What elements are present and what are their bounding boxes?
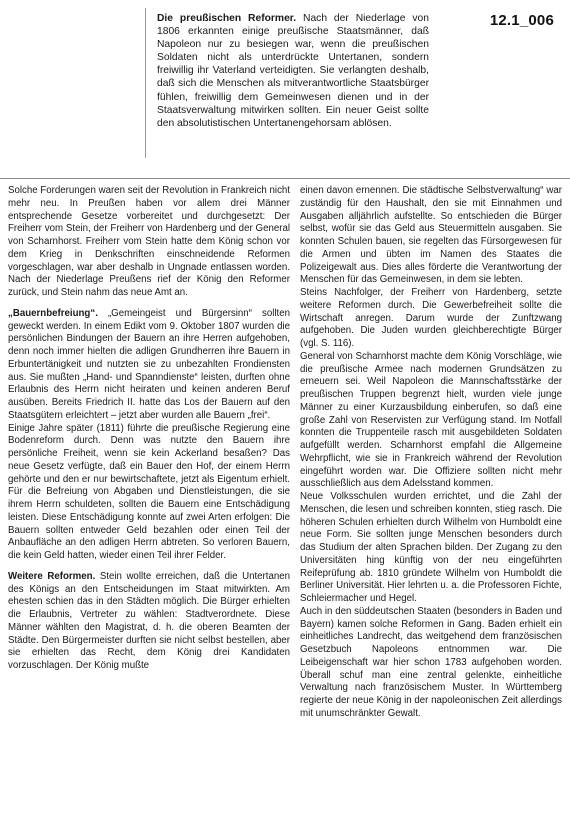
paragraph: General von Scharnhorst machte dem König Vorschläge, wie die preußische Armee nach modernen Grundsätzen zu erneuern sei. Weil Napoleon die Mannschaftsstärke der preußischen Truppen begrenzt hielt, wurden viele junge Männer zu einer Kurzausbildung einberufen, so daß eine große Zahl von Reservisten zur Verfügung stand. Im Notfall konnten die Truppenteile rasch mit ausgebildeten Soldaten aufgefüllt werden. Scharnhorst empfahl die Allgemeine Wehrpflicht, wie sie in Frankreich während der Revolution eingeführt worden war. Die Offiziere sollten nicht mehr ausschließlich aus dem Adelsstand kommen. — [300, 350, 562, 490]
paragraph: Auch in den süddeutschen Staaten (besonders in Baden und Bayern) kamen solche Reformen in Gang. Baden erhielt ein einheitliches Landrecht, das weitgehend dem französischen Gesetzbuch Napoleons entnommen war. Die Leibeigenschaft war hier schon 1783 aufgehoben worden. Überall schuf man eine zentral gelenkte, einheitliche Verwaltung nach französischem Muster. In Württemberg regierte der neue König in der napoleonischen Zeit allerdings mit unumschränkter Gewalt. — [300, 605, 562, 719]
paragraph: Steins Nachfolger, der Freiherr von Hardenberg, setzte weitere Reformen durch. Die Gewerbefreiheit sollte die Wirtschaft anregen. Darum wurde der Zunftzwang aufgehoben. Die Juden wurden gleichberechtigte Bürger (vgl. S. 116). — [300, 287, 562, 349]
page-id: 12.1_006 — [489, 12, 554, 29]
paragraph-text: Stein wollte erreichen, daß die Untertanen des Königs an den Entscheidungen im Staat mitwirkten. Am ehesten schien das in den Städten möglich. Die Bürger erhielten die Erlaubnis, Vertreter zu wählen: Stadtverordnete. Diese Männer wählten den Magistrat, d. h. die oberen Beamten der Städte. Den Bürgermeister durften sie nicht selbst bestellen, aber sie erhielten das Recht, dem König drei Kandidaten vorzuschlagen. Der König mußte — [8, 570, 290, 671]
paragraph-heading: Weitere Reformen. — [8, 570, 96, 582]
paragraph: Neue Volksschulen wurden errichtet, und die Zahl der Menschen, die lesen und schreiben konnten, stieg rasch. Die höheren Schulen erhielten durch Wilhelm von Humboldt eine neue Form. Sie sollten junge Menschen besonders durch das Studium der alten Sprachen bilden. Der Zugang zu den Universitäten hing künftig von der neu eingeführten Reifeprüfung ab. 1810 gründete Wilhelm von Humboldt die Berliner Universität. Hier lehrten u. a. die Professoren Fichte, Schleiermacher und Hegel. — [300, 491, 562, 604]
left-column — [8, 185, 290, 673]
paragraph-text: „Gemeingeist und Bürgersinn“ sollten geweckt werden. In einem Edikt vom 9. Oktober 1807 wurden die persönlichen Bindungen der Bauern an ihre Herren aufgehoben, denn noch immer hielten die adligen Grundherren ihre Bauern in Erbuntertänigkeit und nutzten sie zu unbezahlten Frondiensten aus. Sie mußten „Hand- und Spanndienste“ leisten, durften ohne Erlaubnis des Herrn nicht heiraten und keinen anderen Beruf ausüben. Bereits Friedrich II. hatte das Los der Bauern auf den Staatsgütern erleichtert – jetzt aber wurden alle Bauern „frei“. — [8, 307, 290, 421]
intro-heading: Die preußischen Reformer. — [157, 13, 297, 24]
section-divider — [0, 178, 570, 179]
paragraph: einen davon ernennen. Die städtische Selbstverwaltung“ war zuständig für den Haushalt, den sie mit Einnahmen und Ausgaben alljährlich aufstellte. So entschieden die Bürger selbst, wofür sie das Geld aus Steuermitteln ausgaben. Sie konnten Schulen bauen, sie regelten das Fürsorgewesen für die Armen und übten im Namen des Staates die Polizeigewalt aus. Dies alles förderte die Verantwortung der Menschen für das Gemeinwesen, in dem sie lebten. — [300, 185, 562, 286]
intro-box — [157, 12, 429, 130]
intro-text: Nach der Niederlage von 1806 erkannten einige preußische Staatsmänner, daß Napoleon nur zu besiegen war, wenn die preußischen Soldaten nicht als unterdrückte Untertanen, sondern freiwillig ihr Vaterland verteidigten. Sie verlangten deshalb, daß sich die Menschen als mitverantwortliche Staatsbürger fühlen, freiwillig dem Gemeinwesen dienen und in der Staatsverwaltung mitwirken sollten. Ein neuer Geist sollte den absolutistischen Untertanengehorsam ablösen. — [157, 13, 429, 129]
paragraph: Solche Forderungen waren seit der Revolution in Frankreich nicht mehr neu. In Preußen haben vor allem drei Männer entsprechende Gesetze vorbereitet und durchgesetzt: Der Freiherr vom Stein, der Freiherr von Hardenberg und der General von Scharnhorst. Freiherr vom Stein hatte dem König schon vor dem Krieg in Denkschriften einschneidende Reformen vorgeschlagen, war aber deshalb in Ungnade entlassen worden. Nach der Niederlage Preußens rief der König den Reformer zurück, und Stein nahm das neue Amt an. — [8, 185, 290, 298]
margin-line — [145, 8, 146, 158]
paragraph: Einige Jahre später (1811) führte die preußische Regierung eine Bodenreform durch. Denn was nutzte den Bauern ihre persönliche Freiheit, wenn sie kein Ackerland besaßen? Das neue Gesetz verfügte, daß ein Bauer den Hof, der einem Herrn gehörte und den er nur bewirtschaftete, jetzt als Eigentum erhielt. Für die Befreiung von Abgaben und Dienstleistungen, die sie ihrem Herrn schuldeten, sollten die Bauern eine Entschädigung leisten. Diese Entschädigung konnte auf zwei Arten erfolgen: Die Bauern sollten entweder Geld bezahlen oder einen Teil der Anbaufläche an den adligen Herrn abtreten. So verloren Bauern, die kein Geld hatten, wieder einen Teil ihrer Felder. — [8, 422, 290, 561]
paragraph — [8, 308, 290, 423]
right-column — [300, 185, 562, 721]
paragraph-heading: „Bauernbefreiung“. — [8, 307, 98, 319]
paragraph — [8, 571, 290, 673]
